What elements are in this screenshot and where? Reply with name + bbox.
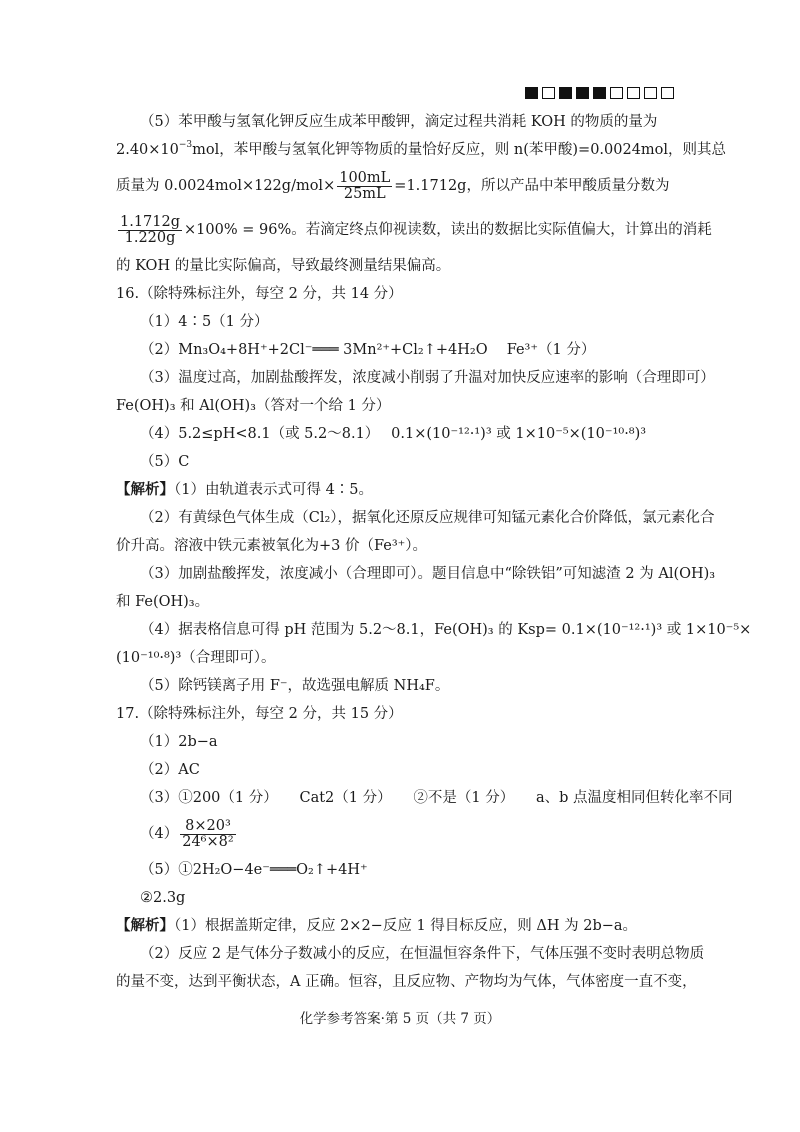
q16-a5: （5）C xyxy=(140,454,190,470)
superscript: −3 xyxy=(178,140,193,150)
q16-a3b: Fe(OH)₃ 和 Al(OH)₃（答对一个给 1 分） xyxy=(116,398,391,414)
text: （除特殊标注外，每空 2 分，共 14 分） xyxy=(139,286,403,302)
question-number: 17. xyxy=(116,706,140,722)
text: （1）由轨道表示式可得 4∶5。 xyxy=(174,482,374,498)
answer-content xyxy=(116,108,752,996)
q16-a1: （1）4∶5（1 分） xyxy=(140,314,269,330)
progress-marks xyxy=(525,87,674,99)
q17-a5: （5）①2H₂O−4e⁻═══O₂↑+4H⁺ xyxy=(140,862,368,878)
fraction xyxy=(180,819,235,850)
q17-a2: （2）AC xyxy=(140,762,200,778)
denominator: 24⁶×8² xyxy=(182,833,234,850)
p5-line1: （5）苯甲酸与氢氧化钾反应生成苯甲酸钾，滴定过程共消耗 KOH 的物质的量为 xyxy=(140,114,658,130)
q17-header xyxy=(116,700,700,728)
text: 质量为 0.0024mol×122g/mol× xyxy=(116,178,336,194)
progress-mark xyxy=(627,87,640,99)
q16-header xyxy=(116,280,700,308)
question-number: 16. xyxy=(116,286,140,302)
q17-a3: （3）①200（1 分） Cat2（1 分） ②不是（1 分） a、b 点温度相同但转化率不同 xyxy=(140,790,733,806)
q16-e3: （3）加剧盐酸挥发，浓度减小（合理即可）。题目信息中“除铁铝”可知滤渣 2 为 Al(OH)₃ xyxy=(140,566,716,582)
text: （4） xyxy=(140,826,179,842)
text: （1）根据盖斯定律，反应 2×2−反应 1 得目标反应，则 ΔH 为 2b−a。 xyxy=(174,918,638,934)
p5-line5: 的 KOH 的量比实际偏高，导致最终测量结果偏高。 xyxy=(116,258,451,274)
q16-a4: （4）5.2≤pH<8.1（或 5.2～8.1） 0.1×(10⁻¹²·¹)³ 或 1×10⁻⁵×(10⁻¹⁰·⁸)³ xyxy=(140,426,647,442)
progress-mark xyxy=(525,87,538,99)
progress-mark xyxy=(593,87,606,99)
q16-e4b: (10⁻¹⁰·⁸)³（合理即可）。 xyxy=(116,650,276,666)
q17-a1: （1）2b−a xyxy=(140,734,218,750)
q17-e2b: 的量不变，达到平衡状态，A 正确。恒容，且反应物、产物均为气体，气体密度一直不变， xyxy=(116,974,697,990)
p5-line2 xyxy=(116,136,727,164)
analysis-label: 【解析】 xyxy=(116,917,174,934)
progress-mark xyxy=(661,87,674,99)
q16-a3: （3）温度过高，加剧盐酸挥发，浓度减小削弱了升温对加快反应速率的影响（合理即可） xyxy=(140,370,715,386)
denominator: 1.220g xyxy=(124,229,176,246)
text: （除特殊标注外，每空 2 分，共 15 分） xyxy=(139,706,403,722)
q16-e5: （5）除钙镁离子用 F⁻，故选强电解质 NH₄F。 xyxy=(140,678,450,694)
q16-e3b: 和 Fe(OH)₃。 xyxy=(116,594,210,610)
q16-e2: （2）有黄绿色气体生成（Cl₂），据氧化还原反应规律可知锰元素化合价降低，氯元素化合 xyxy=(140,510,715,526)
q17-e1 xyxy=(116,912,700,940)
progress-mark xyxy=(644,87,657,99)
progress-mark xyxy=(576,87,589,99)
numerator: 1.1712g xyxy=(120,213,181,230)
text: 2.40×10 xyxy=(116,142,179,158)
text: ×100% = 96%。若滴定终点仰视读数，读出的数据比实际值偏大，计算出的消耗 xyxy=(184,222,712,238)
q16-e4: （4）据表格信息可得 pH 范围为 5.2～8.1，Fe(OH)₃ 的 Ksp= 0.1×(10⁻¹²·¹)³ 或 1×10⁻⁵× xyxy=(140,622,752,638)
q16-e1 xyxy=(116,476,700,504)
progress-mark xyxy=(610,87,623,99)
page-footer: 化学参考答案·第 5 页（共 7 页） xyxy=(299,1011,501,1027)
q16-e2b: 价升高。溶液中铁元素被氧化为+3 价（Fe³⁺）。 xyxy=(116,538,428,554)
denominator: 25mL xyxy=(343,185,386,202)
progress-mark xyxy=(542,87,555,99)
fraction xyxy=(118,215,182,246)
q17-a5b: ②2.3g xyxy=(140,890,186,906)
text: =1.1712g，所以产品中苯甲酸质量分数为 xyxy=(394,178,670,194)
analysis-label: 【解析】 xyxy=(116,481,174,498)
q16-a2: （2）Mn₃O₄+8H⁺+2Cl⁻═══ 3Mn²⁺+Cl₂↑+4H₂O Fe³⁺（1 分） xyxy=(140,342,596,358)
p5-line3 xyxy=(116,164,700,208)
numerator: 100mL xyxy=(339,169,391,186)
p5-line4 xyxy=(116,208,712,252)
numerator: 8×20³ xyxy=(180,819,235,835)
progress-mark xyxy=(559,87,572,99)
q17-e2: （2）反应 2 是气体分子数减小的反应，在恒温恒容条件下，气体压强不变时表明总物质 xyxy=(140,946,705,962)
fraction xyxy=(337,171,392,202)
text: mol，苯甲酸与氢氧化钾等物质的量恰好反应，则 n(苯甲酸)=0.0024mol，则其总 xyxy=(192,142,727,158)
q17-a4 xyxy=(140,812,700,856)
